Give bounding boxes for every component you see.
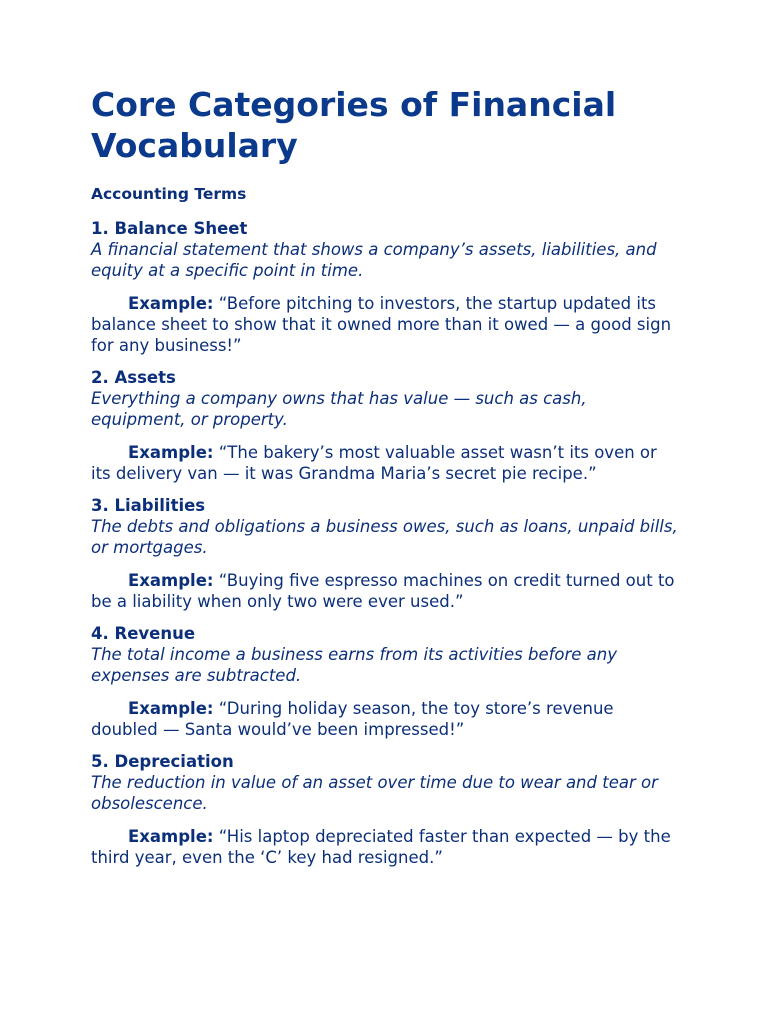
term-heading: 3. Liabilities [91, 496, 206, 515]
term-heading: 5. Depreciation [91, 752, 234, 771]
example-label: Example: [128, 294, 214, 313]
term-example [91, 442, 681, 484]
term-definition: The debts and obligations a business owes, such as loans, unpaid bills, or mortgages. [91, 517, 678, 557]
example-text: “The bakery’s most valuable asset wasn’t its oven or its delivery van — it was Grandma Maria’s secret pie recipe.” [91, 443, 657, 483]
term-example [91, 570, 681, 612]
section-heading: Accounting Terms [91, 185, 247, 203]
term-revenue [91, 623, 681, 740]
term-definition: The reduction in value of an asset over time due to wear and tear or obsolescence. [91, 773, 658, 813]
example-label: Example: [128, 571, 214, 590]
page-title: Core Categories of Financial Vocabulary [91, 85, 617, 165]
term-definition: Everything a company owns that has value — such as cash, equipment, or property. [91, 389, 587, 429]
term-example [91, 826, 681, 868]
example-text: “Before pitching to investors, the startup updated its balance sheet to show that it owned more than it owed — a good sign for any business!” [91, 294, 672, 355]
term-definition: The total income a business earns from its activities before any expenses are subtracted. [91, 645, 618, 685]
example-text: “Buying five espresso machines on credit turned out to be a liability when only two were ever used.” [91, 571, 675, 611]
term-assets [91, 367, 681, 484]
term-example [91, 698, 681, 740]
term-depreciation [91, 751, 681, 868]
term-balance-sheet [91, 218, 681, 356]
term-example [91, 293, 681, 356]
term-definition: A financial statement that shows a company’s assets, liabilities, and equity at a specific point in time. [91, 240, 657, 280]
term-liabilities [91, 495, 681, 612]
term-heading: 2. Assets [91, 368, 176, 387]
example-label: Example: [128, 699, 214, 718]
example-text: “During holiday season, the toy store’s revenue doubled — Santa would’ve been impressed!” [91, 699, 614, 739]
example-label: Example: [128, 443, 214, 462]
example-text: “His laptop depreciated faster than expected — by the third year, even the ‘C’ key had resigned.” [91, 827, 671, 867]
document-page [91, 84, 681, 879]
term-heading: 4. Revenue [91, 624, 196, 643]
term-heading: 1. Balance Sheet [91, 219, 248, 238]
example-label: Example: [128, 827, 214, 846]
